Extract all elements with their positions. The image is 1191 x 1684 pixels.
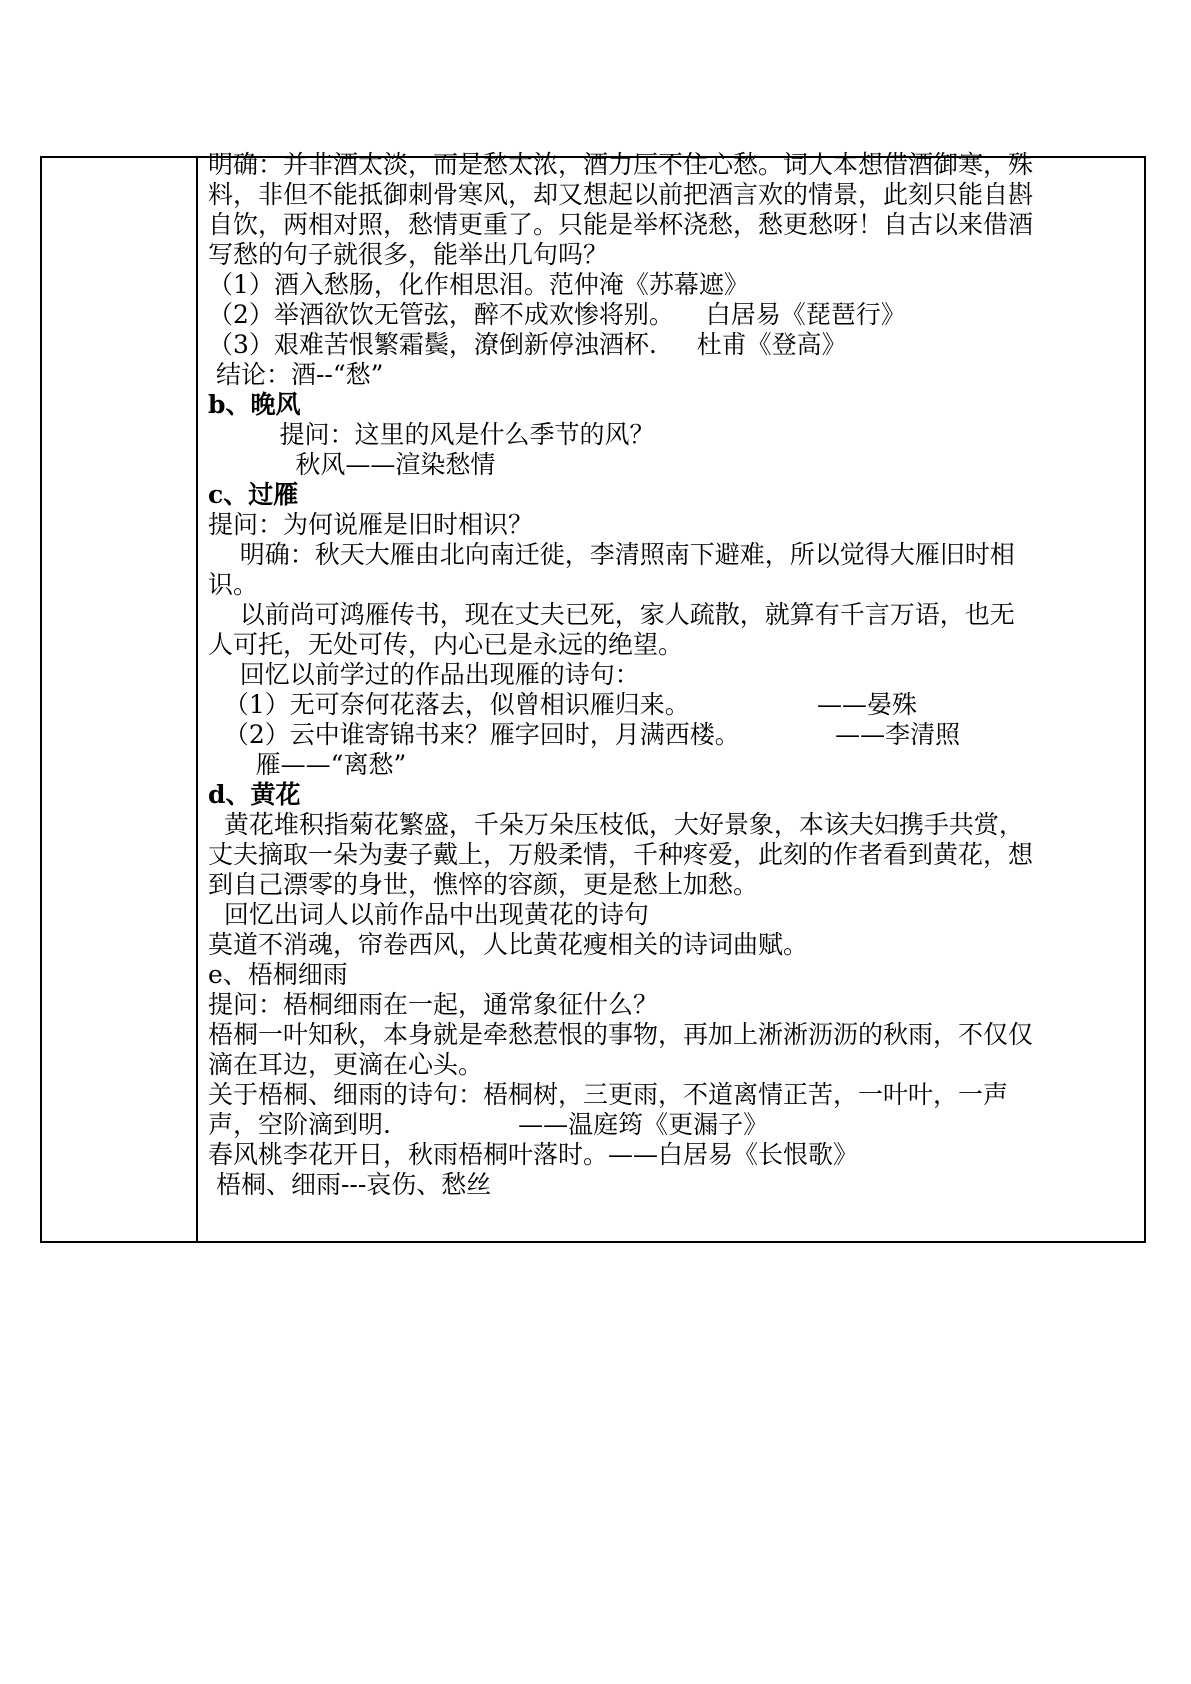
text-line: 梧桐一叶知秋，本身就是牵愁惹恨的事物，再加上淅淅沥沥的秋雨，不仅仅 bbox=[208, 1020, 1034, 1049]
text-line: 提问：为何说雁是旧时相识？ bbox=[208, 510, 534, 539]
text-line: （3）艰难苦恨繁霜鬓，潦倒新停浊酒杯. 杜甫《登高》 bbox=[208, 330, 847, 359]
text-line: 料，非但不能抵御刺骨寒风，却又想起以前把酒言欢的情景，此刻只能自斟 bbox=[208, 180, 1034, 209]
text-line: 关于梧桐、细雨的诗句：梧桐树，三更雨，不道离情正苦，一叶叶，一声 bbox=[208, 1080, 1009, 1109]
text-line: （2）举酒欲饮无管弦，醉不成欢惨将别。 白居易《琵琶行》 bbox=[208, 300, 906, 329]
section-heading: e、梧桐细雨 bbox=[208, 960, 348, 989]
text-line: 以前尚可鸿雁传书，现在丈夫已死，家人疏散，就算有千言万语，也无 bbox=[208, 600, 1015, 629]
section-heading: b、晚风 bbox=[208, 390, 301, 419]
text-line: （1）酒入愁肠，化作相思泪。范仲淹《苏幕遮》 bbox=[208, 270, 749, 299]
text-line: 秋风——渲染愁情 bbox=[208, 450, 496, 479]
text-line: 雁——“离愁” bbox=[208, 750, 407, 779]
text-line: 提问：这里的风是什么季节的风？ bbox=[208, 420, 655, 449]
section-heading: d、黄花 bbox=[208, 780, 301, 809]
text-line: 滴在耳边，更滴在心头。 bbox=[208, 1050, 484, 1079]
text-line: 写愁的句子就很多，能举出几句吗？ bbox=[208, 240, 609, 269]
text-line: 结论：酒--“愁” bbox=[208, 360, 384, 389]
table-left-column bbox=[42, 158, 198, 1241]
text-line: 黄花堆积指菊花繁盛，千朵万朵压枝低，大好景象，本该夫妇携手共赏， bbox=[208, 810, 1024, 839]
lesson-table bbox=[40, 150, 1146, 1243]
text-line: （2）云中谁寄锦书来？雁字回时，月满西楼。 ——李清照 bbox=[208, 720, 961, 749]
text-line: 自饮，两相对照，愁情更重了。只能是举杯浇愁，愁更愁呀！自古以来借酒 bbox=[208, 210, 1034, 239]
text-line: 声，空阶滴到明. ——温庭筠《更漏子》 bbox=[208, 1110, 769, 1139]
text-line: 回忆以前学过的作品出现雁的诗句： bbox=[208, 660, 640, 689]
text-line: 到自己漂零的身世，憔悴的容颜，更是愁上加愁。 bbox=[208, 870, 759, 899]
text-line: 莫道不消魂，帘卷西风，人比黄花瘦相关的诗词曲赋。 bbox=[208, 930, 809, 959]
text-line: 人可托，无处可传，内心已是永远的绝望。 bbox=[208, 630, 684, 659]
text-line: 提问：梧桐细雨在一起，通常象征什么？ bbox=[208, 990, 659, 1019]
text-line: 明确：秋天大雁由北向南迁徙，李清照南下避难，所以觉得大雁旧时相 bbox=[208, 540, 1015, 569]
section-heading: c、过雁 bbox=[208, 480, 299, 509]
text-line: 春风桃李花开日，秋雨梧桐叶落时。——白居易《长恨歌》 bbox=[208, 1140, 859, 1169]
text-line: 回忆出词人以前作品中出现黄花的诗句 bbox=[208, 900, 649, 929]
table-content-cell bbox=[208, 150, 1140, 1241]
text-line: （1）无可奈何花落去，似曾相识雁归来。 ——晏殊 bbox=[208, 690, 917, 719]
text-line: 明确：并非酒太淡，而是愁太浓，酒力压不住心愁。词人本想借酒御寒，殊 bbox=[208, 150, 1034, 179]
text-line: 梧桐、细雨---哀伤、愁丝 bbox=[208, 1170, 492, 1199]
text-line: 丈夫摘取一朵为妻子戴上，万般柔情，千种疼爱，此刻的作者看到黄花，想 bbox=[208, 840, 1034, 869]
text-line: 识。 bbox=[208, 570, 259, 599]
